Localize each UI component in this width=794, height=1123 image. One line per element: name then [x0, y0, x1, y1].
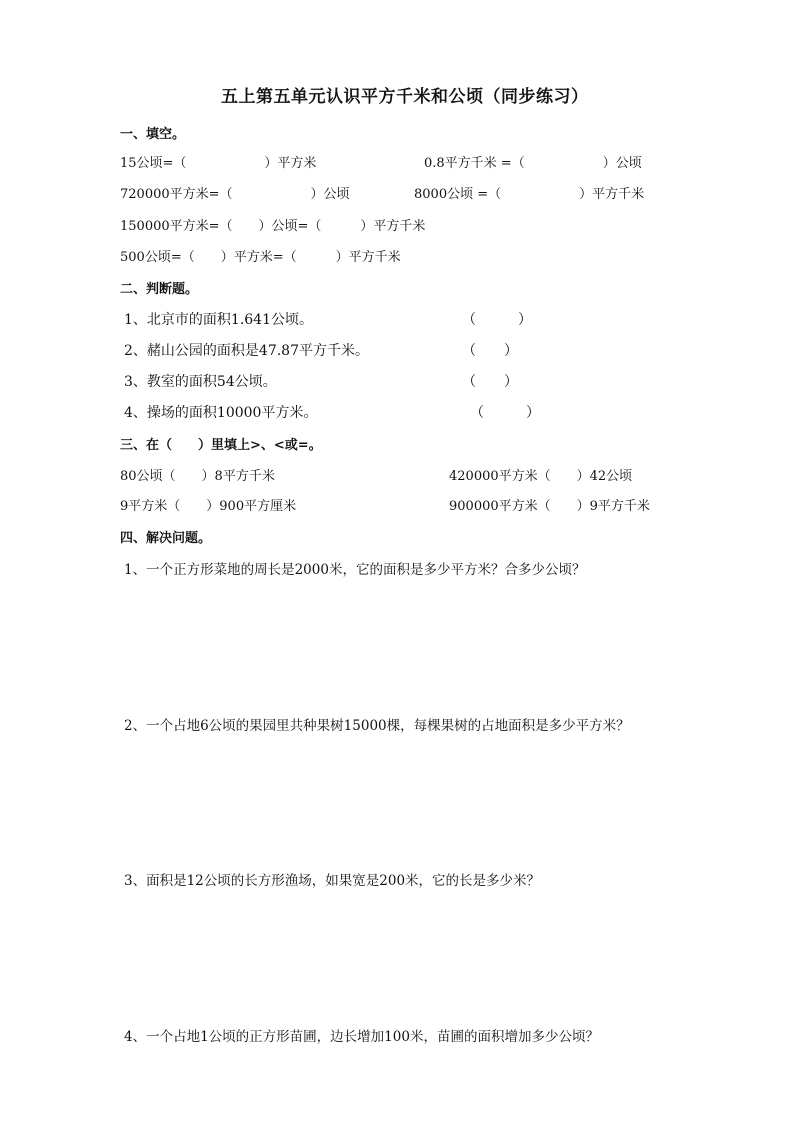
fill-blank-item: 720000平方米=（ ）公顷 — [120, 187, 350, 202]
compare-item: 900000平方米（ ）9平方千米 — [449, 499, 650, 514]
judge-item: 1、北京市的面积1.641公顷。 — [124, 312, 313, 328]
fill-blank-item: 150000平方米=（ ）公顷=（ ）平方千米 — [120, 219, 426, 234]
fill-blank-item: 500公顷=（ ）平方米=（ ）平方千米 — [120, 250, 401, 265]
compare-item: 9平方米（ ）900平方厘米 — [120, 499, 297, 514]
word-problem: 4、一个占地1公顷的正方形苗圃，边长增加100米，苗圃的面积增加多少公顷？ — [124, 1029, 599, 1045]
section-heading-fill-blank: 一、填空。 — [120, 127, 186, 142]
judge-item: 2、赭山公园的面积是47.87平方千米。 — [124, 343, 369, 359]
judge-item: 4、操场的面积10000平方米。 — [124, 405, 318, 421]
fill-blank-item: 8000公顷 =（ ）平方千米 — [414, 187, 645, 202]
section-heading-judge: 二、判断题。 — [120, 282, 199, 297]
judge-bracket: （ ） — [470, 405, 540, 421]
judge-bracket: （ ） — [462, 374, 518, 390]
word-problem: 3、面积是12公顷的长方形渔场，如果宽是200米，它的长是多少米？ — [124, 873, 541, 889]
word-problem: 1、一个正方形菜地的周长是2000米，它的面积是多少平方米？合多少公顷？ — [124, 562, 586, 578]
compare-item: 420000平方米（ ）42公顷 — [449, 469, 633, 484]
page-title: 五上第五单元认识平方千米和公顷（同步练习） — [221, 87, 589, 107]
section-heading-problems: 四、解决问题。 — [120, 531, 212, 546]
compare-item: 80公顷（ ）8平方千米 — [120, 469, 275, 484]
judge-bracket: （ ） — [462, 312, 532, 328]
section-heading-compare: 三、在（ ）里填上>、<或=。 — [120, 438, 322, 453]
fill-blank-item: 15公顷=（ ）平方米 — [120, 156, 317, 171]
judge-bracket: （ ） — [462, 343, 518, 359]
fill-blank-item: 0.8平方千米 =（ ）公顷 — [424, 156, 642, 171]
word-problem: 2、一个占地6公顷的果园里共种果树15000棵，每棵果树的占地面积是多少平方米？ — [124, 718, 630, 734]
judge-item: 3、教室的面积54公顷。 — [124, 374, 277, 390]
